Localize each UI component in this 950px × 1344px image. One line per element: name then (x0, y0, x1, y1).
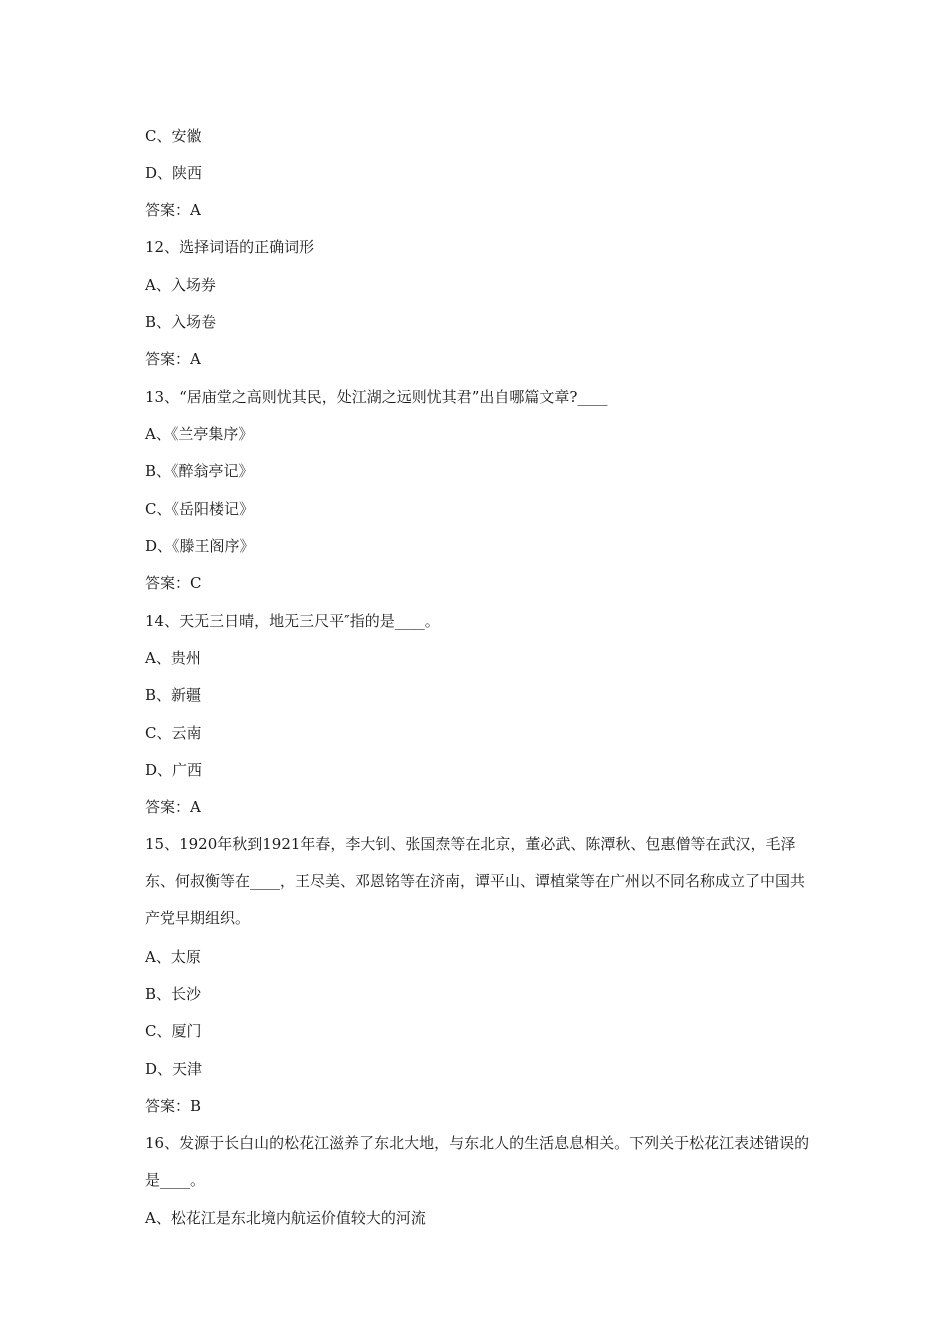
option-a: A、入场券 (145, 276, 216, 294)
option-b: B、入场卷 (145, 313, 217, 331)
option-d: D、天津 (145, 1060, 203, 1078)
option-a: A、松花江是东北境内航运价值较大的河流 (145, 1209, 426, 1227)
answer: 答案：C (145, 574, 202, 592)
option-a: A、《兰亭集序》 (145, 425, 254, 443)
option-c: C、厦门 (145, 1022, 202, 1040)
question-15: 15、1920年秋到1921年春，李大钊、张国焘等在北京，董必武、陈潭秋、包惠僧等在武汉，毛泽东、何叔衡等在____，王尽美、邓恩铭等在济南，谭平山、谭植棠等在广州以不同名称成立了中国共产党早期组织。 (145, 835, 806, 927)
option-c: C、《岳阳楼记》 (145, 500, 254, 518)
option-a: A、太原 (145, 948, 201, 966)
answer: 答案：B (145, 1097, 202, 1115)
option-b: B、《醉翁亭记》 (145, 462, 254, 480)
question-12: 12、选择词语的正确词形 (145, 238, 315, 256)
option-d: D、《滕王阁序》 (145, 537, 255, 555)
option-c: C、安徽 (145, 127, 202, 145)
option-d: D、陕西 (145, 164, 203, 182)
option-a: A、贵州 (145, 649, 201, 667)
option-c: C、云南 (145, 724, 202, 742)
question-14: 14、天无三日晴，地无三尺平″指的是____。 (145, 612, 440, 630)
option-b: B、新疆 (145, 686, 202, 704)
option-b: B、长沙 (145, 985, 202, 1003)
option-d: D、广西 (145, 761, 203, 779)
answer: 答案：A (145, 350, 201, 368)
answer: 答案：A (145, 798, 201, 816)
answer: 答案：A (145, 201, 201, 219)
question-13: 13、“居庙堂之高则忧其民，处江湖之远则忧其君”出自哪篇文章?____ (145, 388, 608, 406)
question-16: 16、发源于长白山的松花江滋养了东北大地，与东北人的生活息息相关。下列关于松花江表述错误的是____。 (145, 1134, 810, 1189)
